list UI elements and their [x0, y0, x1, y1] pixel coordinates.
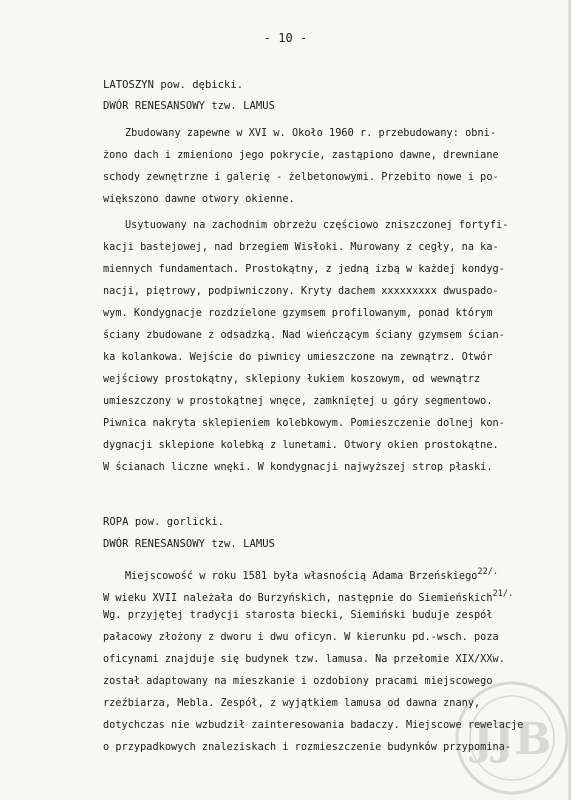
text-line: większono dawne otwory okienne.	[103, 194, 295, 205]
text-line: rzeźbiarza, Mebla. Zespół, z wyjątkiem lamusa od dawna znany,	[103, 698, 481, 709]
text-line: nacji, piętrowy, podpiwniczony. Kryty dachem xxxxxxxxx dwuspado-	[103, 286, 499, 297]
text-line: dygnacji sklepione kolebką z lunetami. Otwory okien prostokątne.	[103, 440, 499, 451]
text-line: wejściowy prostokątny, sklepiony łukiem koszowym, od wewnątrz	[103, 374, 481, 385]
text-line: żono dach i zmieniono jego pokrycie, zastąpiono dawne, drewniane	[103, 150, 499, 161]
section1-building-heading: DWÓR RENESANSOWY tzw. LAMUS	[103, 100, 276, 112]
text-line: wym. Kondygnacje rozdzielone gzymsem profilowanym, ponad którym	[103, 308, 493, 319]
text-line: o przypadkowych znaleziskach i rozmieszczenie budynków przypomina-	[103, 742, 512, 753]
text-content: W wieku XVII należała do Burzyńskich, następnie do Siemieńskich	[103, 593, 493, 604]
section2-location-heading: ROPA pow. gorlicki.	[103, 516, 225, 528]
text-content: Miejscowość w roku 1581 była własnością Adama Brzeńskiego	[125, 571, 478, 582]
collection-stamp-watermark	[452, 678, 571, 798]
text-line: W ścianach liczne wnęki. W kondygnacji najwyższej strop płaski.	[103, 462, 493, 473]
text-line: Wg. przyjętej tradycji starosta biecki, Siemiński buduje zespół	[103, 610, 493, 621]
text-line: kacji bastejowej, nad brzegiem Wisłoki. Murowany z cegły, na ka-	[103, 242, 499, 253]
svg-text:JJB: JJB	[472, 714, 552, 765]
section1-location-heading: LATOSZYN pow. dębicki.	[103, 79, 244, 91]
footnote-marker: 21/.	[492, 589, 514, 599]
page-number: - 10 -	[263, 31, 308, 45]
text-line: umieszczony w prostokątnej wnęce, zamkniętej u góry segmentowo.	[103, 396, 493, 407]
text-line: Usytuowany na zachodnim obrzeżu częściowo zniszczonej fortyfi-	[125, 220, 509, 231]
text-line: pałacowy złożony z dworu i dwu oficyn. W kierunku pd.-wsch. poza	[103, 632, 499, 643]
text-line: Zbudowany zapewne w XVI w. Około 1960 r. przebudowany: obni-	[125, 128, 497, 139]
text-line: schody zewnętrzne i galerię - żelbetonowymi. Przebito nowe i po-	[103, 172, 499, 183]
text-line: miennych fundamentach. Prostokątny, z jedną izbą w każdej kondyg-	[103, 264, 505, 275]
text-line: Piwnica nakryta sklepieniem kolebkowym. Pomieszczenie dolnej kon-	[103, 418, 505, 429]
section2-building-heading: DWÓR RENESANSOWY tzw. LAMUS	[103, 538, 276, 550]
text-line	[125, 565, 499, 582]
text-line: ka kolankowa. Wejście do piwnicy umieszczone na zewnątrz. Otwór	[103, 352, 493, 363]
text-line: dotychczas nie wzbudził zainteresowania badaczy. Miejscowe rewelacje	[103, 720, 524, 731]
text-line	[103, 587, 514, 604]
footnote-marker: 22/.	[477, 567, 499, 577]
text-line: ściany zbudowane z odsadzką. Nad wieńczącym ściany gzymsem ścian-	[103, 330, 505, 341]
text-line: oficynami znajduje się budynek tzw. lamusa. Na przełomie XIX/XXw.	[103, 654, 505, 665]
text-line: został adaptowany na mieszkanie i ozdobiony pracami miejscowego	[103, 676, 493, 687]
